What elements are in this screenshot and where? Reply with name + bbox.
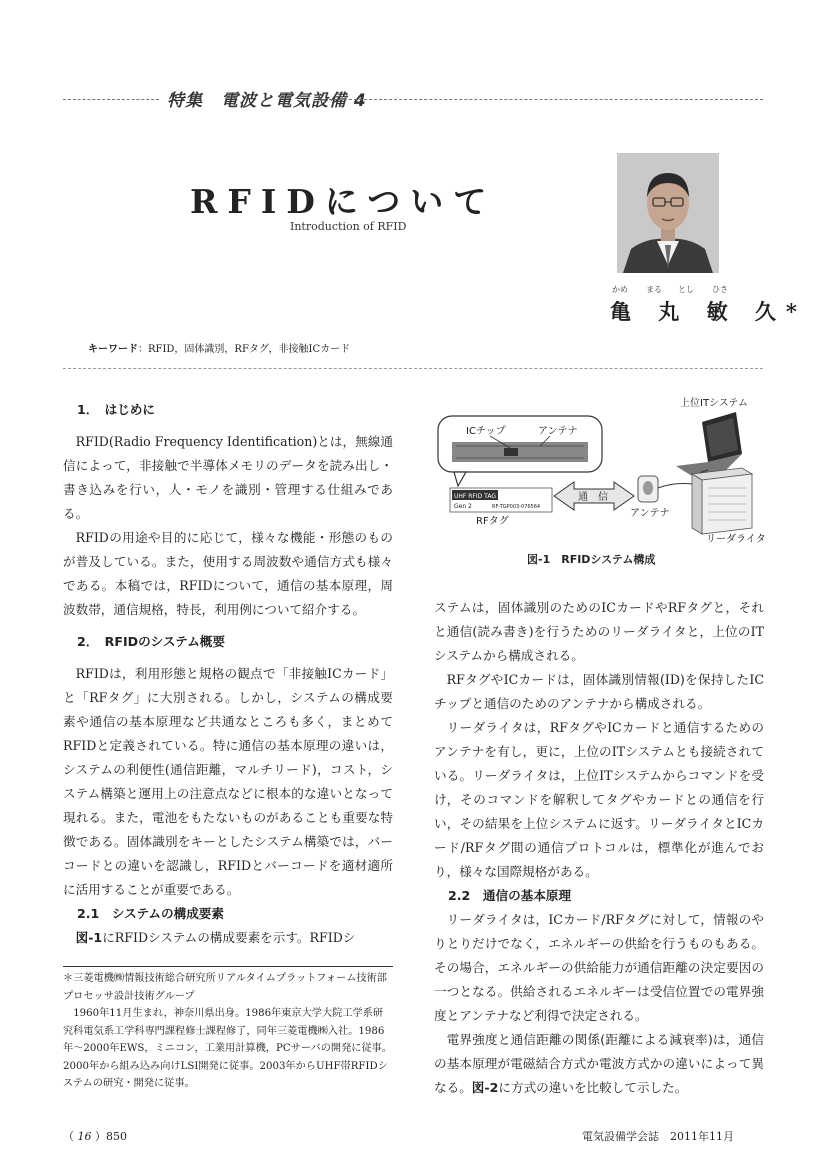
ruby-4: ひさ xyxy=(712,285,728,294)
page-number-italic: 16 xyxy=(77,1130,92,1143)
laptop-icon xyxy=(676,412,742,476)
paragraph: ステムは，固体識別のためのICカードやRFタグと，それと通信(読み書き)を行うためのリーダライタと，上位のITシステムから構成される。 xyxy=(434,600,764,663)
keywords-list: ：RFID，固体識別，RFタグ，非接触ICカード xyxy=(138,344,351,355)
portrait-image xyxy=(617,153,719,273)
ruby-1: かめ xyxy=(612,285,628,294)
author-name: 亀 丸 敏 久* xyxy=(610,299,807,324)
label-tag-antenna: アンテナ xyxy=(538,426,578,437)
paragraph: リーダライタは，ICカード/RFタグに対して，情報のやりとりだけでなく，エネルギーの供給を行うものもある。その場合，エネルギーの供給能力が通信距離の決定要因の一つとなる。供給されるエネルギーは受信位置での電界強度とアンテナなど利得で決定される。 xyxy=(434,912,764,1023)
right-column xyxy=(434,596,764,1100)
author-bio: 1960年11月生まれ，神奈川県出身。1986年東京大学大院工学系研究科電気系工学科専門課程修士課程修了，同年三菱電機㈱入社。1986年～2000年EWS，ミニコン，工業用計算機，PCサーバの開発に従事。2000年から組み込み向けLSI開発に従事。2003年からUHF帯RFIDシステムの研究・開発に従事。 xyxy=(63,1008,393,1089)
figure-1-caption: 図-1 RFIDシステム構成 xyxy=(527,553,656,566)
author-photo xyxy=(617,153,719,273)
heading-introduction: 1． はじめに xyxy=(77,402,156,417)
paragraph: RFID(Radio Frequency Identification)とは，無線通信によって，非接触で半導体メモリのデータを読み出し・書き込みを行い，人・モノを識別・管理する仕組みである。 xyxy=(63,434,393,521)
keywords-label: キーワード xyxy=(88,344,138,355)
figure-ref: 図-2 xyxy=(471,1080,499,1095)
author-affiliation: ＊三菱電機㈱情報技術総合研究所リアルタイムプラットフォーム技術部プロセッサ設計技術グループ xyxy=(63,973,387,1002)
article-title: RFIDについて xyxy=(190,182,497,221)
tag-inlay xyxy=(452,442,588,462)
tag-text-2: Gen 2 xyxy=(454,503,472,510)
callout-pointer xyxy=(454,472,466,486)
tag-text-1: UHF RFID TAG xyxy=(454,493,497,500)
ruby-3: とし xyxy=(678,285,694,294)
footnote-rule xyxy=(63,966,393,967)
series-dash-right xyxy=(329,99,763,100)
paragraph-text: に方式の違いを比較して示した。 xyxy=(498,1080,688,1095)
figure-ref: 図-1 xyxy=(75,930,103,945)
series-label: 特集 電波と電気設備 4 xyxy=(167,91,367,111)
series-header xyxy=(63,86,763,116)
reader-antenna-icon xyxy=(638,476,658,502)
article-subtitle: Introduction of RFID xyxy=(290,220,407,233)
paragraph: リーダライタは，RFタグやICカードと通信するためのアンテナを有し，更に，上位のITシステムとも接続されている。リーダライタは，上位ITシステムからコマンドを受け，そのコマンドを解釈してタグやカードとの通信を行い，その結果を上位システムに返す。リーダライタとICカード/RFタグ間の通信プロトコルは，標準化が進んでおり，様々な国際規格がある。 xyxy=(434,720,764,879)
page-number-value: 850 xyxy=(106,1130,127,1143)
heading-components: 2.1 システムの構成要素 xyxy=(77,906,224,921)
label-reader-antenna: アンテナ xyxy=(630,508,670,519)
journal-name: 電気設備学会誌 2011年11月 xyxy=(582,1130,734,1143)
author-footnote xyxy=(63,966,393,1093)
label-communication: 通 信 xyxy=(578,492,608,503)
left-column xyxy=(63,398,393,950)
series-dash-left xyxy=(63,99,159,100)
reader-writer-icon xyxy=(692,468,752,534)
label-reader-writer: リーダライタ xyxy=(706,534,766,545)
figure-1-diagram xyxy=(430,388,766,548)
keywords xyxy=(88,340,350,355)
ic-chip-icon xyxy=(504,448,518,456)
paragraph: RFタグやICカードは，固体識別情報(ID)を保持したICチップと通信のためのアンテナから構成される。 xyxy=(434,672,764,711)
tag-text-3: RF-TGP003-076564 xyxy=(492,504,541,510)
header-separator xyxy=(63,368,763,369)
page-number: （ 16 ）850 xyxy=(63,1130,127,1143)
heading-communication-principle: 2.2 通信の基本原理 xyxy=(448,888,572,903)
label-it-system: 上位ITシステム xyxy=(680,398,749,409)
heading-system-overview: 2． RFIDのシステム概要 xyxy=(77,634,225,649)
paragraph: RFIDは，利用形態と規格の観点で「非接触ICカード」と「RFタグ」に大別される。しかし，システムの構成要素や通信の基本原理など共通なところも多く，まとめてRFIDと定義されている。特に通信の基本原理の違いは，システムの利便性(通信距離，マルチリード)，コスト，システム構築と運用上の注意点などに根本的な違いとなって現れる。また，電池をもたないものがあることも重要な特徴である。固体識別をキーとしたシステム構築では，バーコードとの違いを認識し，RFIDとバーコードを適材適所に活用することが重要である。 xyxy=(63,666,393,897)
label-ic-chip: ICチップ xyxy=(466,426,506,437)
paragraph xyxy=(63,926,393,950)
paragraph: RFIDの用途や目的に応じて，様々な機能・形態のものが普及している。また，使用する周波数や通信方式も様々である。本稿では，RFIDについて，通信の基本原理，周波数帯，通信規格，特長，利用例について紹介する。 xyxy=(63,530,393,617)
ruby-2: まる xyxy=(646,285,662,294)
label-rf-tag: RFタグ xyxy=(476,516,509,527)
paragraph xyxy=(434,1028,764,1100)
paragraph-text: 電界強度と通信距離の関係(距離による減衰率)は，通信の基本原理が電磁結合方式か電波方式かの違いによって異なる。 xyxy=(434,1032,764,1095)
paragraph-text: にRFIDシステムの構成要素を示す。RFIDシ xyxy=(102,930,356,945)
